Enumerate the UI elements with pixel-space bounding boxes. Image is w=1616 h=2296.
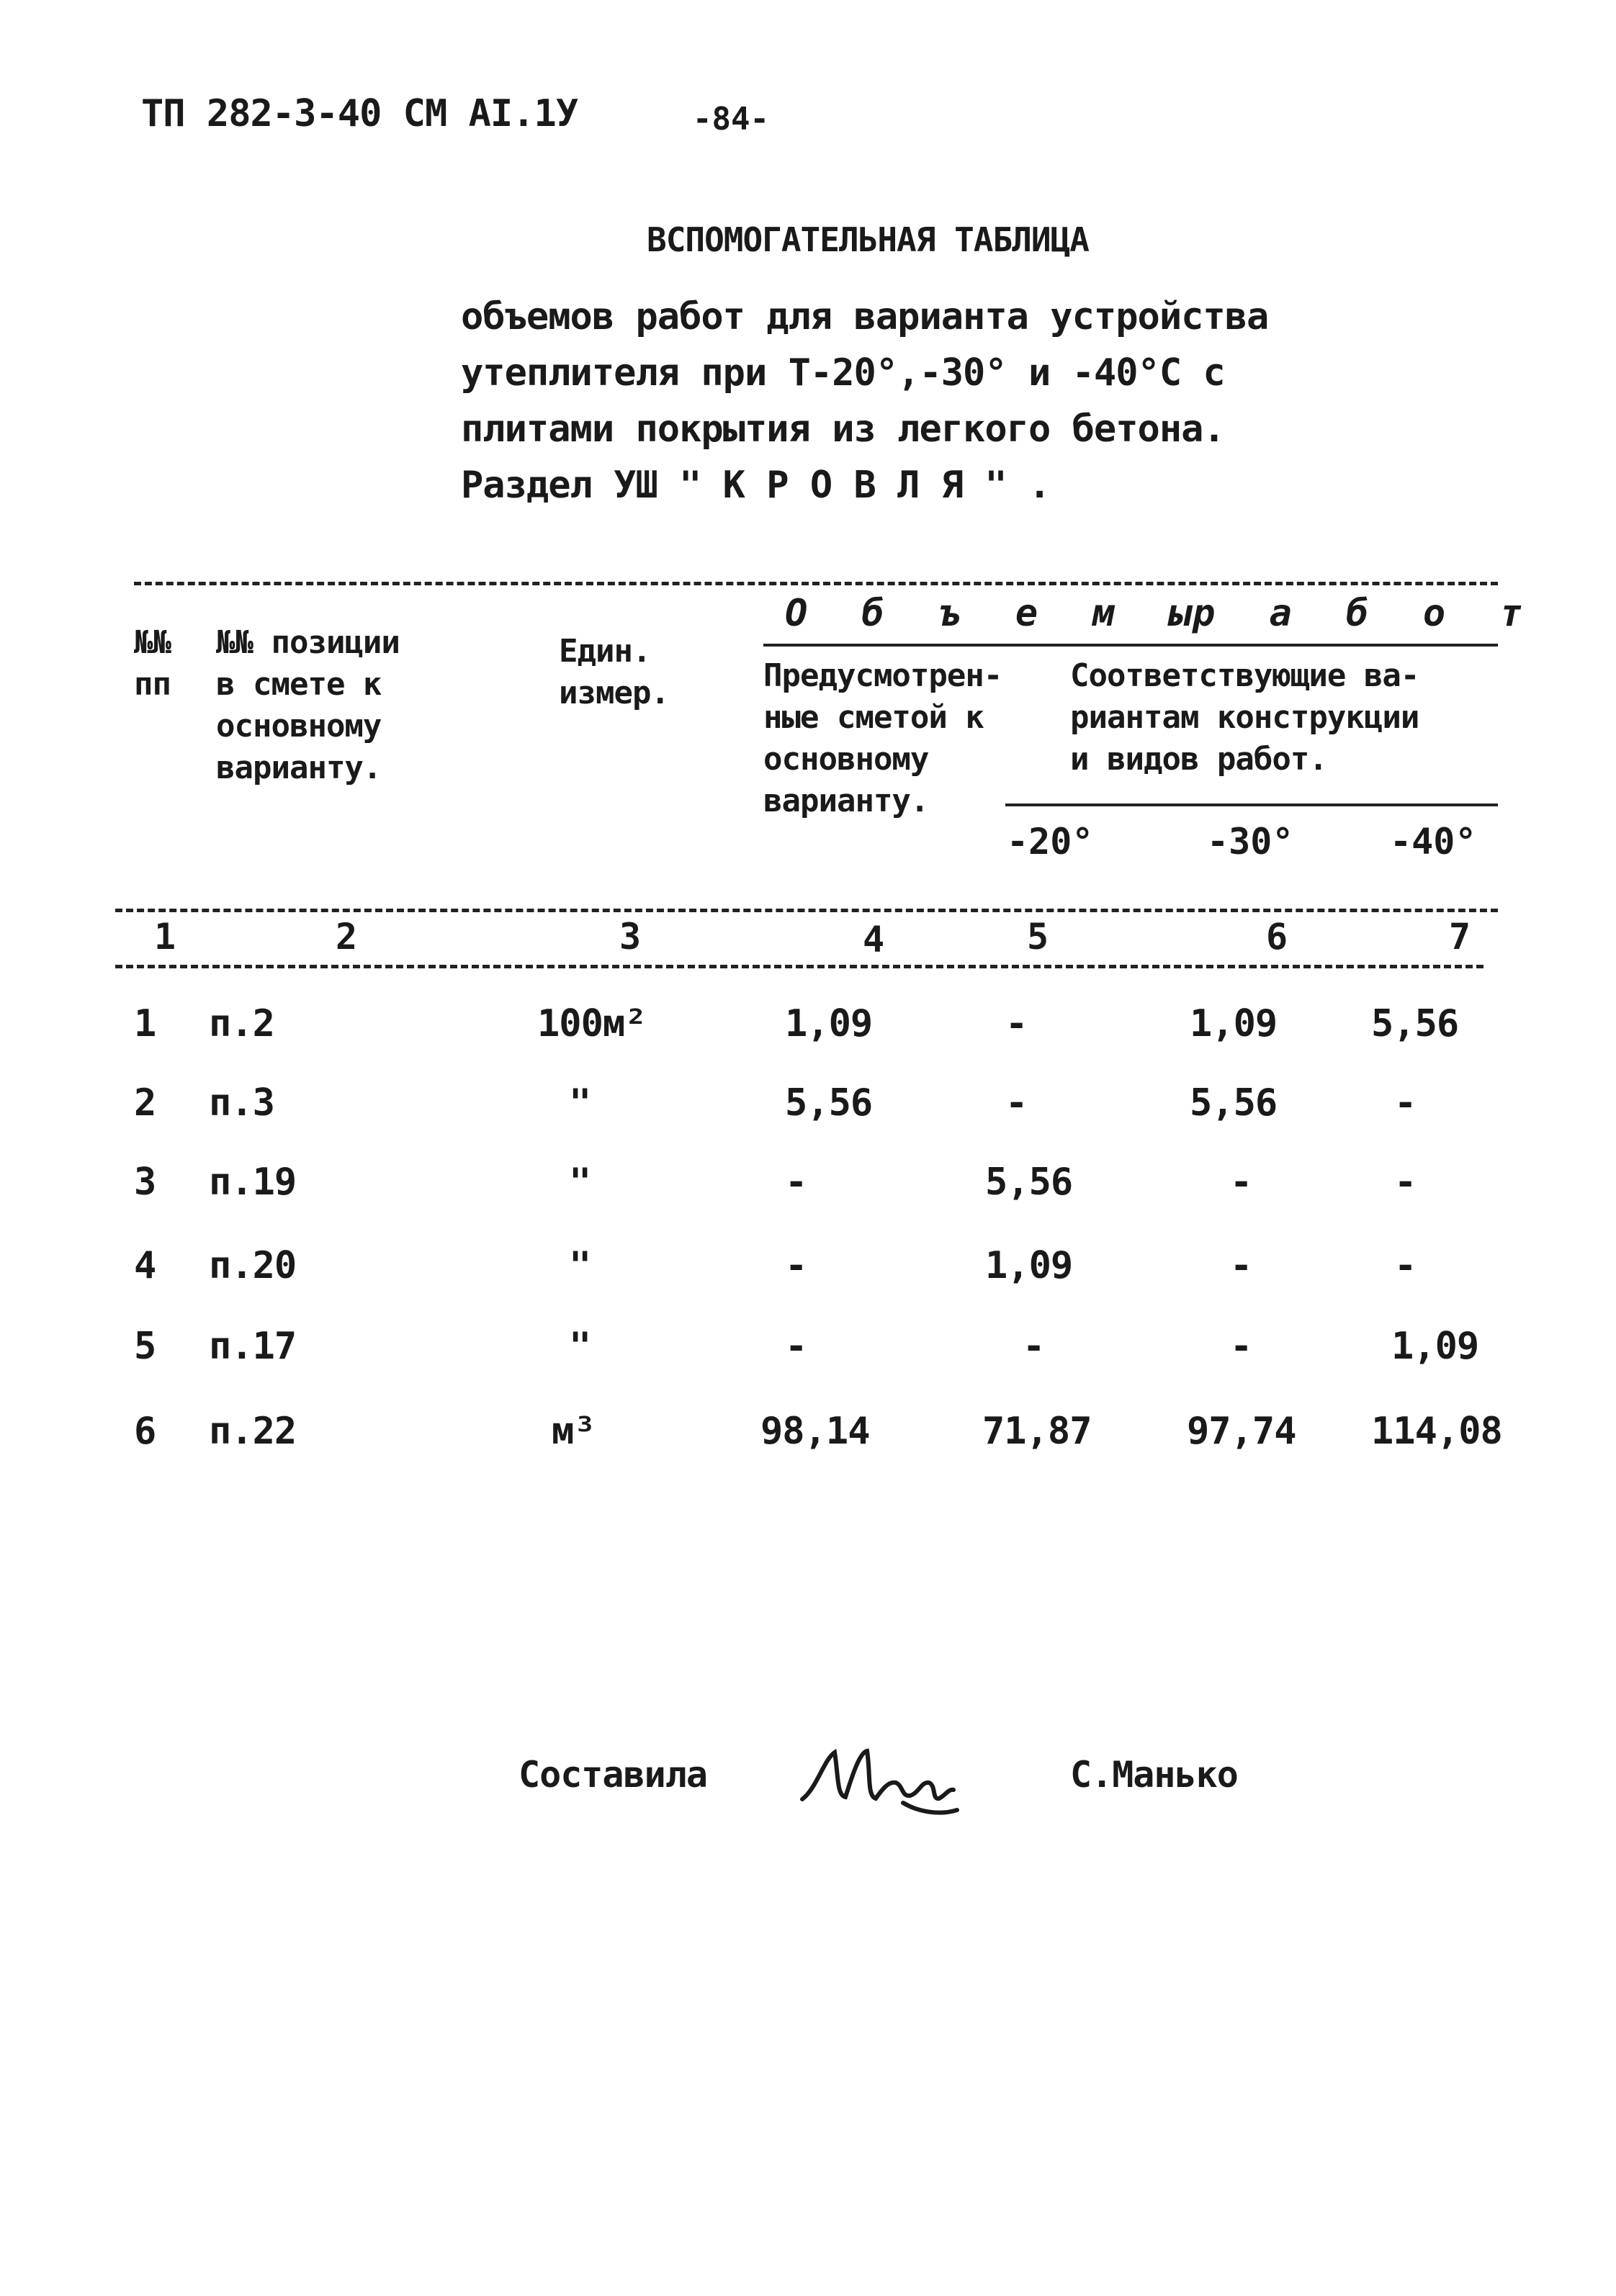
column-number-7: 7 xyxy=(1449,916,1471,958)
unit: м³ xyxy=(552,1410,596,1453)
estimate-position: п.17 xyxy=(209,1325,297,1368)
column-number-6: 6 xyxy=(1266,916,1288,958)
signature-label: Составила xyxy=(519,1754,707,1796)
volume-minus-40: 5,56 xyxy=(1371,1002,1459,1045)
base-volume: - xyxy=(785,1244,807,1287)
estimate-position: п.3 xyxy=(209,1081,274,1125)
volume-minus-20: 71,87 xyxy=(982,1410,1092,1453)
column-numbers-bottom-rule xyxy=(115,965,1483,968)
column-number-4: 4 xyxy=(863,919,885,960)
volume-minus-40: 114,08 xyxy=(1371,1410,1502,1453)
row-number: 6 xyxy=(134,1410,156,1453)
header-minus-20: -20° xyxy=(1007,821,1094,863)
volume-minus-30: - xyxy=(1230,1325,1252,1368)
estimate-position: п.19 xyxy=(209,1161,297,1204)
column-number-3: 3 xyxy=(619,916,642,958)
unit: " xyxy=(569,1161,591,1204)
subtitle-line-1: объемов работ для варианта устройства xyxy=(461,295,1269,338)
header-volumes-rule xyxy=(763,644,1498,647)
base-volume: 1,09 xyxy=(785,1002,873,1045)
estimate-position: п.20 xyxy=(209,1244,297,1287)
base-volume: 5,56 xyxy=(785,1081,873,1125)
column-numbers-top-rule xyxy=(115,909,1498,912)
volume-minus-20: - xyxy=(1005,1002,1028,1045)
row-number: 5 xyxy=(134,1325,156,1368)
header-row-number: №№ пп xyxy=(134,624,171,703)
document-code: ТП 282-3-40 СМ АI.1У xyxy=(141,92,578,135)
header-minus-40: -40° xyxy=(1390,821,1477,863)
volume-minus-30: - xyxy=(1230,1161,1252,1204)
volume-minus-40: - xyxy=(1394,1244,1417,1287)
unit: 100м² xyxy=(537,1002,647,1045)
row-number: 2 xyxy=(134,1081,156,1125)
header-estimate-position: №№ позиции в смете к основному варианту. xyxy=(216,624,400,786)
handwritten-signature xyxy=(795,1731,961,1824)
unit: " xyxy=(569,1325,591,1368)
row-number: 4 xyxy=(134,1244,156,1287)
header-base-variant-volume: Предусмотрен- ные сметой к основному варианту. xyxy=(763,657,1002,819)
volume-minus-40: - xyxy=(1394,1161,1417,1204)
volume-minus-20: - xyxy=(1005,1081,1028,1125)
header-unit: Един. измер. xyxy=(559,633,669,711)
subtitle-line-2: утеплителя при Т-20°,-30° и -40°С с xyxy=(461,351,1225,395)
row-number: 1 xyxy=(134,1002,156,1045)
subtitle-line-3: плитами покрытия из легкого бетона. xyxy=(461,408,1225,451)
document-title: ВСПОМОГАТЕЛЬНАЯ ТАБЛИЦА xyxy=(647,220,1089,259)
base-volume: 98,14 xyxy=(760,1410,870,1453)
volume-minus-30: 97,74 xyxy=(1187,1410,1296,1453)
table-top-rule xyxy=(134,582,1498,585)
column-number-2: 2 xyxy=(336,916,358,958)
volume-minus-20: - xyxy=(1023,1325,1045,1368)
page-number: -84- xyxy=(693,101,769,138)
volume-minus-30: - xyxy=(1230,1244,1252,1287)
volume-minus-30: 1,09 xyxy=(1190,1002,1278,1045)
volume-minus-40: 1,09 xyxy=(1391,1325,1479,1368)
header-volumes-right: р а б о т xyxy=(1193,592,1538,635)
volume-minus-40: - xyxy=(1394,1081,1417,1125)
row-number: 3 xyxy=(134,1161,156,1204)
base-volume: - xyxy=(785,1161,807,1204)
volume-minus-30: 5,56 xyxy=(1190,1081,1278,1125)
unit: " xyxy=(569,1244,591,1287)
estimate-position: п.2 xyxy=(209,1002,274,1045)
unit: " xyxy=(569,1081,591,1125)
subtitle-line-4: Раздел УШ " К Р О В Л Я " . xyxy=(461,464,1051,507)
header-variants-rule xyxy=(1005,803,1498,806)
estimate-position: п.22 xyxy=(209,1410,297,1453)
signatory-name: С.Манько xyxy=(1070,1754,1238,1796)
header-variant-volumes: Соответствующие ва- риантам конструкции и видов работ. xyxy=(1070,657,1419,778)
column-number-1: 1 xyxy=(154,916,176,958)
volume-minus-20: 5,56 xyxy=(985,1161,1073,1204)
header-volumes-left: О б ъ е м ы xyxy=(785,592,1208,635)
base-volume: - xyxy=(785,1325,807,1368)
volume-minus-20: 1,09 xyxy=(985,1244,1073,1287)
column-number-5: 5 xyxy=(1027,916,1049,958)
header-minus-30: -30° xyxy=(1207,821,1294,863)
